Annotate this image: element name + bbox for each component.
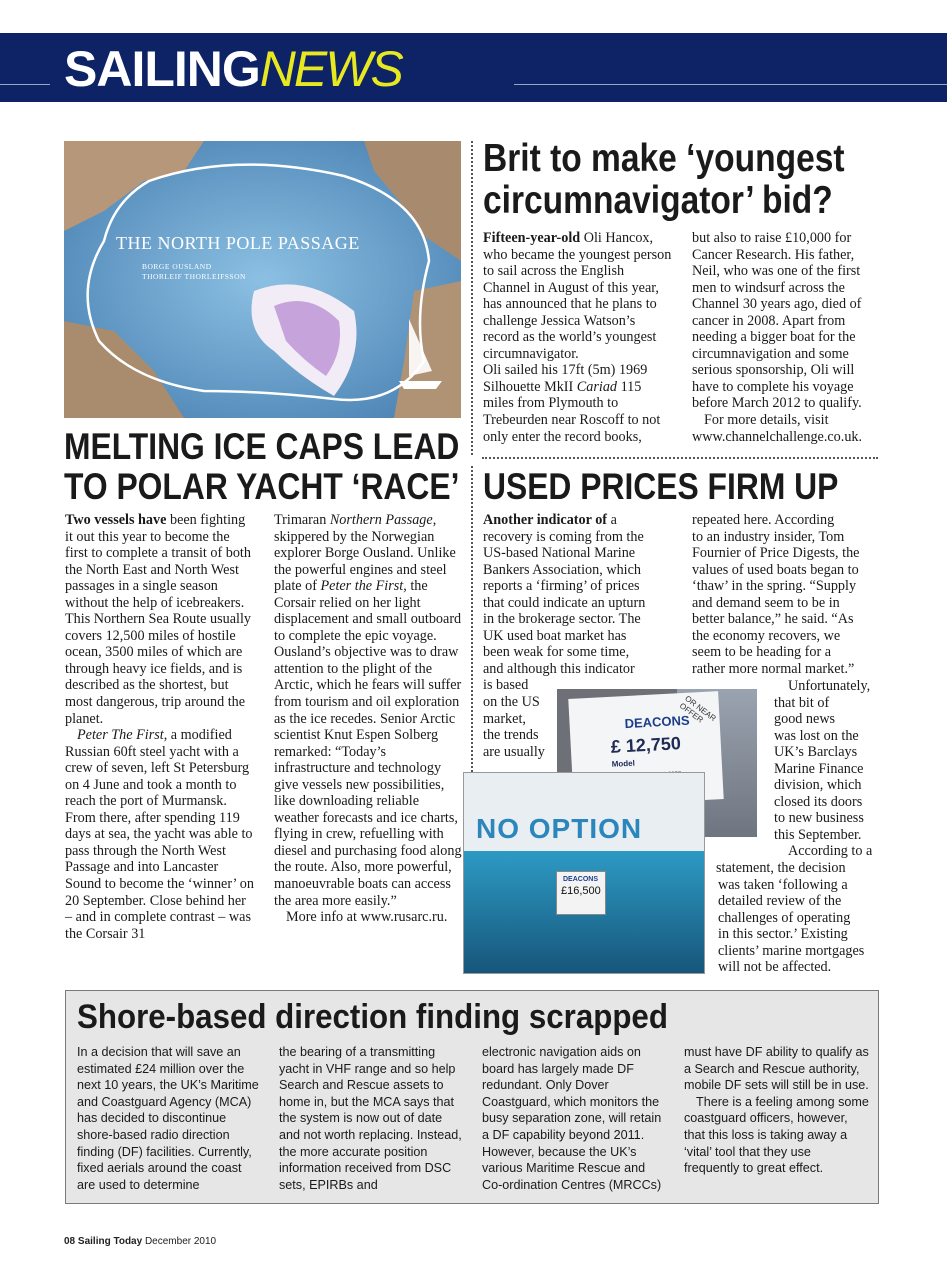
polar-headline-line-1: MELTING ICE CAPS LEAD	[64, 426, 460, 467]
brit-para-2b: 115 miles from Plymouth to Trebeurden near Roscoff to not only enter the record books,	[483, 378, 661, 445]
used-column-2-bottom	[716, 860, 880, 976]
used-line: better balance,” he said. “As	[692, 611, 854, 628]
north-pole-map-image	[64, 141, 461, 418]
hull-sign-price: £16,500	[561, 885, 601, 897]
used-line: Unfortunately,	[788, 678, 871, 694]
polar-more-info: More info at www.rusarc.ru.	[286, 909, 448, 926]
hull-sign-brand: DEACONS	[563, 876, 599, 883]
used-line: rather more normal market.”	[692, 660, 855, 677]
used-line: Marine Finance	[774, 760, 864, 777]
used-line: seem to be heading for a	[692, 644, 832, 661]
polar-boat-1: Peter The First	[77, 727, 164, 744]
used-line: good news	[774, 711, 836, 728]
shore-column-2	[279, 1044, 464, 1193]
used-line: to an industry insider, Tom	[692, 528, 845, 545]
used-line: detailed review of the	[718, 893, 842, 910]
brit-para-1: Oli Hancox, who became the youngest person to sail across the English Channel in August of this year, has announced that he plans to challenge Jessica Watson’s record as the world’s youngest circumnavigator.	[483, 230, 672, 362]
footer-date: December 2010	[144, 1236, 217, 1247]
map-author-1: BORGE OUSLAND	[142, 262, 212, 271]
polar-para-2: , a modified Russian 60ft steel yacht with a crew of seven, left St Petersburg on 4 June and took a month to reach the port of Murmansk. From there, after spending 119 days at sea, the yacht was able to pass through the North West Passage and into Lancaster Sound to become the ‘winner’ on 20 September. Close behind her – and in complete contrast – was the Corsair 31	[65, 727, 254, 942]
used-line: will not be affected.	[718, 959, 832, 976]
used-line: Fournier of Price Digests, the	[692, 545, 860, 562]
used-line: is based	[483, 677, 529, 694]
map-title: THE NORTH POLE PASSAGE	[116, 233, 360, 253]
used-line: was taken ‘following a	[718, 876, 848, 893]
used-line: this September.	[774, 826, 862, 843]
used-line: ‘thaw’ in the spring. “Supply	[692, 578, 857, 595]
used-line: US-based National Marine	[483, 545, 636, 562]
section-divider	[482, 457, 878, 459]
shore-para-3: electronic navigation aids on board has largely made DF redundant. Only Dover Coastguard, which monitors the busy separation zone, will retain a DF capability beyond 2011. However, because the UK’s various Maritime Rescue and Co-ordination Centres (MRCCs)	[482, 1045, 662, 1192]
polar-para-3c: , the Corsair relied on her light displacement and small outboard to complete the epic voyage. Ousland’s objective was to draw attention to the plight of the Arctic, which he fears will suffer from tourism and oil exploration as the ice recedes. Senior Arctic scientist Knut Espen Solberg remarked: “Today’s infrastructure and technology give vessels new possibilities, like downloading reliable weather forecasts and ice charts, flying in crew, refuelling with diesel and purchasing food along the route. Also, more powerful, manoeuvrable boats can access the area more easily.”	[274, 578, 462, 909]
shore-column-4	[684, 1044, 869, 1177]
brit-headline-line-1: Brit to make ‘youngest	[483, 137, 845, 180]
shore-para-2: the bearing of a transmitting yacht in VHF range and so help Search and Rescue assets to home in, but the MCA says that the system is now out of date and not worth replacing. Instead, the more accurate position information received from DSC sets, EPIRBs and	[279, 1045, 462, 1192]
shore-headline: Shore-based direction finding scrapped	[77, 998, 668, 1036]
used-column-2-wrap	[774, 678, 880, 860]
used-line: a	[610, 512, 617, 528]
masthead-title	[64, 41, 402, 97]
used-line: on the US	[483, 694, 540, 711]
masthead-rule-right	[514, 84, 947, 85]
shore-column-1	[77, 1044, 262, 1193]
used-headline: USED PRICES FIRM UP	[483, 466, 839, 507]
used-line: recovery is coming from the	[483, 528, 644, 545]
brit-column-1	[483, 230, 673, 445]
brit-column-2	[692, 230, 880, 445]
used-line: closed its doors	[774, 793, 863, 810]
map-author-2: THORLEIF THORLEIFSSON	[142, 272, 246, 281]
polar-para-1: been fighting it out this year to become the first to complete a transit of both the North East and North West passages in a single season without the help of icebreakers. This Northern Sea Route usually covers 12,500 miles of hostile ocean, 3500 miles of which are through heavy ice fields, and is described as the shortest, but most dangerous, trip around the planet.	[65, 512, 251, 727]
used-line: UK’s Barclays	[774, 744, 858, 761]
used-line: According to a	[788, 843, 873, 860]
polar-lead: Two vessels have	[65, 512, 167, 528]
brit-more-info: For more details, visit www.channelchallenge.co.uk.	[692, 412, 863, 445]
brit-boat-name: Cariad	[576, 378, 618, 395]
used-line: clients’ marine mortgages	[718, 942, 865, 959]
shore-para-1: In a decision that will save an estimated £24 million over the next 10 years, the UK’s Maritime and Coastguard Agency (MCA) has decided to discontinue shore-based radio direction finding (DF) facilities. Currently, fixed aerials around the coast are used to determine	[77, 1045, 259, 1192]
hull-sale-sign	[556, 871, 606, 915]
polar-boat-3: Peter the First	[320, 578, 404, 595]
brit-lead: Fifteen-year-old	[483, 230, 581, 246]
brit-para-2a: Oli sailed his 17ft (5m) 1969 Silhouette MkII	[483, 362, 648, 395]
used-column-2	[692, 512, 880, 677]
hull-lettering: NO OPTION	[476, 813, 643, 844]
shore-para-4: must have DF ability to qualify as a Search and Rescue authority, mobile DF sets will still be in use.	[684, 1045, 869, 1093]
used-line: that could indicate an upturn	[483, 594, 646, 611]
brit-para-3: but also to raise £10,000 for Cancer Research. His father, Neil, who was one of the first men to windsurf across the Channel 30 years ago, died of cancer in 2008. Apart from needing a bigger boat for the circumnavigation and some serious sponsorship, Oli will have to complete his voyage before March 2012 to qualify.	[692, 230, 862, 412]
footer-page-number: 08 Sailing Today	[64, 1236, 143, 1247]
used-line: division, which	[774, 777, 862, 794]
used-line: market,	[483, 710, 526, 727]
brit-headline-line-2: circumnavigator’ bid?	[483, 179, 833, 222]
used-line: in this sector.’ Existing	[718, 926, 848, 943]
column-divider-top	[471, 141, 473, 455]
polar-boat-2: Northern Passage	[329, 512, 433, 528]
sign-brand: DEACONS	[624, 712, 690, 732]
used-line: the economy recovers, we	[692, 627, 841, 644]
used-line: the trends	[483, 727, 539, 744]
used-line: was lost on the	[774, 727, 859, 744]
boat-hull-photo	[463, 772, 705, 974]
used-line: UK used boat market has	[483, 627, 627, 644]
polar-para-3b: , skippered by the Norwegian explorer Borge Ousland. Unlike the powerful engines and steel plate of	[274, 512, 456, 595]
polar-para-3a: Trimaran	[274, 512, 327, 528]
page-footer	[64, 1236, 216, 1247]
used-line: that bit of	[774, 694, 830, 711]
used-line: challenges of operating	[718, 909, 851, 926]
masthead-sailing: SAILING	[64, 41, 260, 97]
used-line: to new business	[774, 810, 864, 827]
shore-based-df-box	[65, 990, 879, 1204]
shore-para-5: There is a feeling among some coastguard officers, however, that this loss is taking away a ‘vital’ tool that they use frequently to great effect.	[684, 1094, 869, 1176]
masthead-news: NEWS	[259, 41, 402, 97]
used-line: Bankers Association, which	[483, 561, 642, 578]
used-line: in the brokerage sector. The	[483, 611, 641, 628]
polar-headline	[64, 427, 459, 507]
used-line: been weak for some time,	[483, 644, 630, 661]
used-line: repeated here. According	[692, 512, 835, 528]
shore-column-3	[482, 1044, 667, 1193]
polar-headline-line-2: TO POLAR YACHT ‘RACE’	[64, 466, 460, 507]
masthead	[0, 33, 947, 102]
used-line: statement, the decision	[716, 860, 846, 876]
used-lead: Another indicator of	[483, 512, 608, 528]
used-line: and demand seem to be in	[692, 594, 840, 611]
sign-price: £ 12,750	[610, 733, 682, 757]
arctic-map-illustration	[64, 141, 461, 418]
used-line: reports a ‘firming’ of prices	[483, 578, 640, 595]
used-line: values of used boats began to	[692, 561, 859, 578]
used-line: and although this indicator	[483, 660, 635, 677]
brit-headline	[483, 138, 845, 222]
used-line: are usually	[483, 743, 545, 760]
sign-note: OR NEAR OFFER	[677, 693, 718, 725]
masthead-rule-left	[0, 84, 50, 85]
sign-model-label: Model	[611, 758, 636, 769]
column-divider-bottom	[471, 466, 473, 772]
polar-column-1	[65, 512, 255, 942]
polar-column-2	[274, 512, 462, 926]
